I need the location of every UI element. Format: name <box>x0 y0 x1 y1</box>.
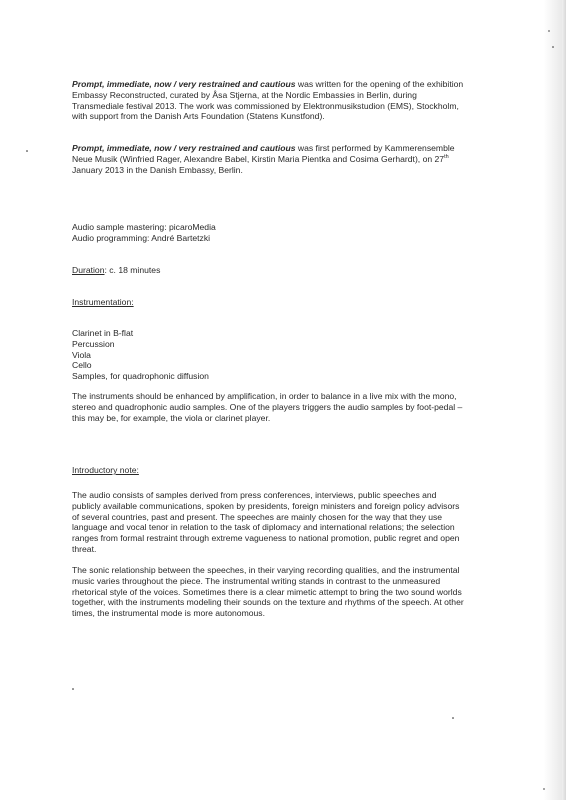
scan-speck <box>552 46 554 48</box>
scan-edge <box>562 0 566 800</box>
duration <box>72 265 464 276</box>
commission-paragraph <box>72 79 464 122</box>
duration-label: Duration <box>72 265 105 275</box>
programming-credit: Audio programming: André Bartetzki <box>72 232 211 243</box>
work-title: Prompt, immediate, now / very restrained and cautious <box>72 143 296 153</box>
scan-speck <box>543 788 545 790</box>
scan-speck <box>72 688 74 690</box>
scan-speck <box>26 150 28 152</box>
list-item: Samples, for quadrophonic diffusion <box>72 371 209 382</box>
intro-paragraph-1: The audio consists of samples derived from press conferences, interviews, public speeches and publicly available communications, spoken by presidents, foreign ministers and foreign policy advisors of several countries, past and present. The speeches are mainly chosen for the way that they use language and vocal tenor in relation to the task of diplomacy and international relations; the selection ranges from formal restraint through extreme vagueness to national promotion, public regret and open threat. <box>72 490 460 554</box>
introductory-section <box>72 465 464 476</box>
introductory-heading: Introductory note: <box>72 465 139 475</box>
work-title: Prompt, immediate, now / very restrained and cautious <box>72 79 296 89</box>
ordinal-suffix: th <box>444 153 449 160</box>
premiere-text-end: January 2013 in the Danish Embassy, Berlin. <box>72 164 243 175</box>
mastering-credit: Audio sample mastering: picaroMedia <box>72 222 216 232</box>
list-item: Percussion <box>72 338 115 349</box>
scan-speck <box>452 717 454 719</box>
scan-speck <box>548 30 550 32</box>
commission-text: was written for the opening of the exhibition Embassy Reconstructed, curated by Åsa Stjerna, at the Nordic Embassies in Berlin, during Transmediale festival 2013. The work was commissioned by Elektronmusikstudion (EMS), Stockholm, with support from the Danish Arts Foundation (Statens Kunstfond). <box>72 79 464 122</box>
premiere-text: was first performed by Kammerensemble Neue Musik (Winfried Rager, Alexandre Babel, Kirstin Maria Pientka and Cosima Gerhardt), on 27 <box>72 143 455 164</box>
list-item: Cello <box>72 360 92 371</box>
duration-value: : c. 18 minutes <box>104 265 161 275</box>
credits <box>72 222 464 244</box>
instrumentation-heading: Instrumentation: <box>72 297 134 307</box>
premiere-paragraph <box>72 143 464 175</box>
instrument-list <box>72 328 464 382</box>
list-item: Clarinet in B-flat <box>72 328 134 338</box>
instrumentation-section <box>72 297 464 308</box>
list-item: Viola <box>72 349 91 360</box>
intro-paragraph-2: The sonic relationship between the speeches, in their varying recording qualities, and the instrumental music varies throughout the piece. The instrumental writing stands in contrast to the unmeasured rhetorical style of the voices. Sometimes there is a clear mimetic attempt to bring the two sound worlds together, with the instruments modeling their sounds on the texture and rhythms of the speech. At other times, the instrumental mode is more autonomous. <box>72 565 464 619</box>
amplification-note: The instruments should be enhanced by amplification, in order to balance in a live mix with the mono, stereo and quadrophonic audio samples. One of the players triggers the audio samples by foot-pedal – this may be, for example, the viola or clarinet player. <box>72 391 463 423</box>
